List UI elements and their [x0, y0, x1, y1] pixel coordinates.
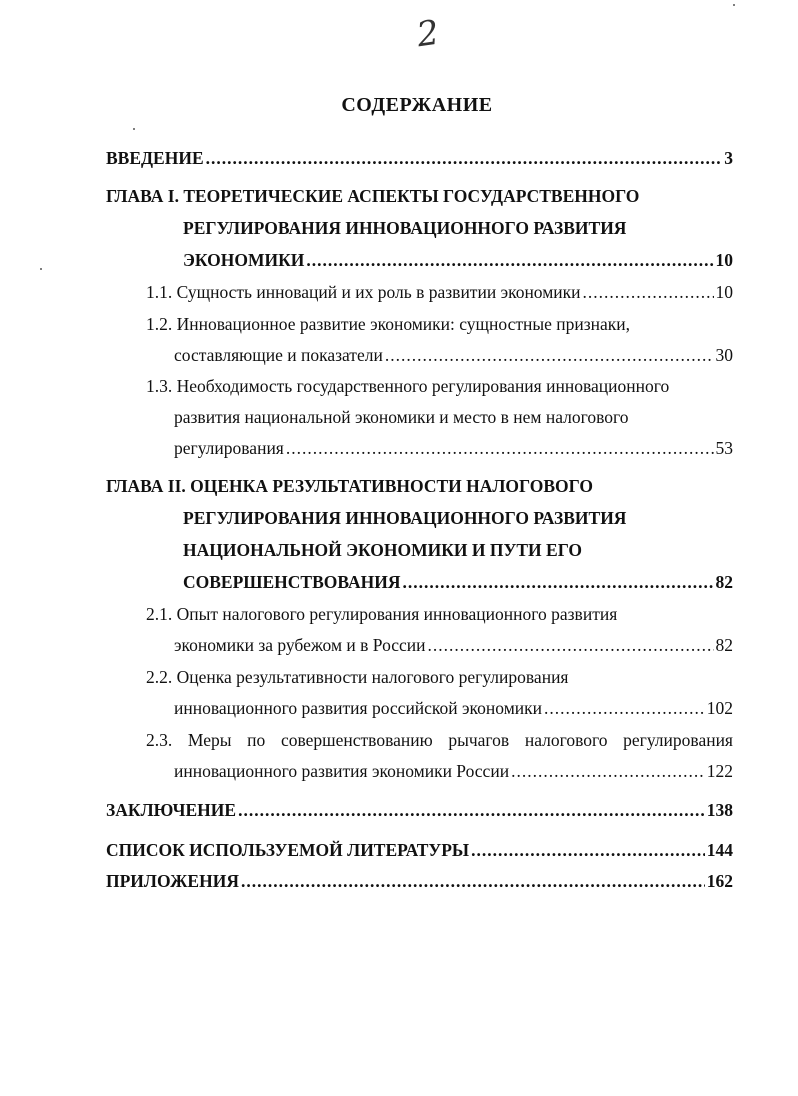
toc-page: 162	[706, 871, 733, 891]
toc-entry-2-2-line1: 2.2. Оценка результативности налогового регулирования	[146, 667, 569, 687]
toc-leader	[471, 840, 705, 861]
toc-entry-1-2-line1: 1.2. Инновационное развитие экономики: сущностные признаки,	[146, 314, 631, 334]
toc-label: ЗАКЛЮЧЕНИЕ	[106, 800, 237, 820]
toc-entry-1-3-line1: 1.3. Необходимость государственного регулирования инновационного	[146, 376, 670, 396]
toc-page: 10	[715, 282, 733, 302]
toc-label: инновационного развития российской экономики	[174, 698, 543, 718]
toc-leader	[402, 572, 713, 593]
scan-speck	[733, 4, 735, 6]
toc-label: ПРИЛОЖЕНИЯ	[106, 871, 239, 891]
toc-page: 10	[715, 250, 733, 270]
toc-leader	[286, 438, 714, 459]
toc-entry-appendices[interactable]	[106, 871, 733, 892]
scan-speck	[133, 128, 135, 130]
toc-entry-2-1-line1: 2.1. Опыт налогового регулирования инновационного развития	[146, 604, 618, 624]
toc-label: регулирования	[174, 438, 284, 458]
toc-label: инновационного развития экономики России	[174, 761, 510, 781]
toc-chapter1-line2: РЕГУЛИРОВАНИЯ ИННОВАЦИОННОГО РАЗВИТИЯ	[183, 218, 627, 238]
toc-chapter1-line1: ГЛАВА I. ТЕОРЕТИЧЕСКИЕ АСПЕКТЫ ГОСУДАРСТВЕННОГО	[106, 186, 640, 206]
toc-entry-1-2[interactable]	[174, 345, 733, 366]
toc-entry-2-3[interactable]	[174, 761, 733, 782]
toc-entry-1-3-line2: развития национальной экономики и место в нем налогового	[174, 407, 629, 427]
toc-page: 102	[706, 698, 733, 718]
toc-leader	[511, 761, 705, 782]
scan-speck	[40, 268, 42, 270]
toc-entry-2-2[interactable]	[174, 698, 733, 719]
toc-label: экономики за рубежом и в России	[174, 635, 426, 655]
toc-entry-chapter1[interactable]	[183, 250, 733, 271]
toc-label: ЭКОНОМИКИ	[183, 250, 305, 270]
toc-leader	[241, 871, 705, 892]
toc-page: 122	[706, 761, 733, 781]
toc-page: 82	[715, 572, 733, 592]
toc-entry-introduction[interactable]	[106, 148, 733, 169]
toc-label: ВВЕДЕНИЕ	[106, 148, 204, 168]
toc-leader	[206, 148, 723, 169]
toc-page: 30	[715, 345, 733, 365]
toc-chapter2-line1: ГЛАВА II. ОЦЕНКА РЕЗУЛЬТАТИВНОСТИ НАЛОГОВОГО	[106, 476, 593, 496]
toc-leader	[428, 635, 714, 656]
toc-label: СПИСОК ИСПОЛЬЗУЕМОЙ ЛИТЕРАТУРЫ	[106, 840, 470, 860]
toc-label: 1.1. Сущность инноваций и их роль в развитии экономики	[146, 282, 581, 302]
toc-chapter2-line2: РЕГУЛИРОВАНИЯ ИННОВАЦИОННОГО РАЗВИТИЯ	[183, 508, 627, 528]
toc-page: 144	[706, 840, 733, 860]
toc-entry-2-3-line1: 2.3. Меры по совершенствованию рычагов налогового регулирования	[146, 730, 733, 750]
toc-entry-chapter2[interactable]	[183, 572, 733, 593]
toc-page: 82	[715, 635, 733, 655]
toc-page: 138	[706, 800, 733, 820]
handwritten-page-number: 2	[414, 12, 442, 56]
toc-leader	[583, 282, 714, 303]
toc-page: 53	[715, 438, 733, 458]
toc-entry-1-3[interactable]	[174, 438, 733, 459]
page-title: СОДЕРЖАНИЕ	[341, 94, 493, 116]
toc-entry-1-1[interactable]	[146, 282, 733, 303]
toc-leader	[238, 800, 705, 821]
toc-label: составляющие и показатели	[174, 345, 383, 365]
toc-leader	[306, 250, 713, 271]
toc-leader	[385, 345, 714, 366]
toc-page: 3	[724, 148, 733, 168]
toc-label: СОВЕРШЕНСТВОВАНИЯ	[183, 572, 401, 592]
toc-leader	[544, 698, 705, 719]
toc-entry-2-1[interactable]	[174, 635, 733, 656]
toc-entry-conclusion[interactable]	[106, 800, 733, 821]
toc-chapter2-line3: НАЦИОНАЛЬНОЙ ЭКОНОМИКИ И ПУТИ ЕГО	[183, 540, 583, 560]
toc-entry-references[interactable]	[106, 840, 733, 861]
